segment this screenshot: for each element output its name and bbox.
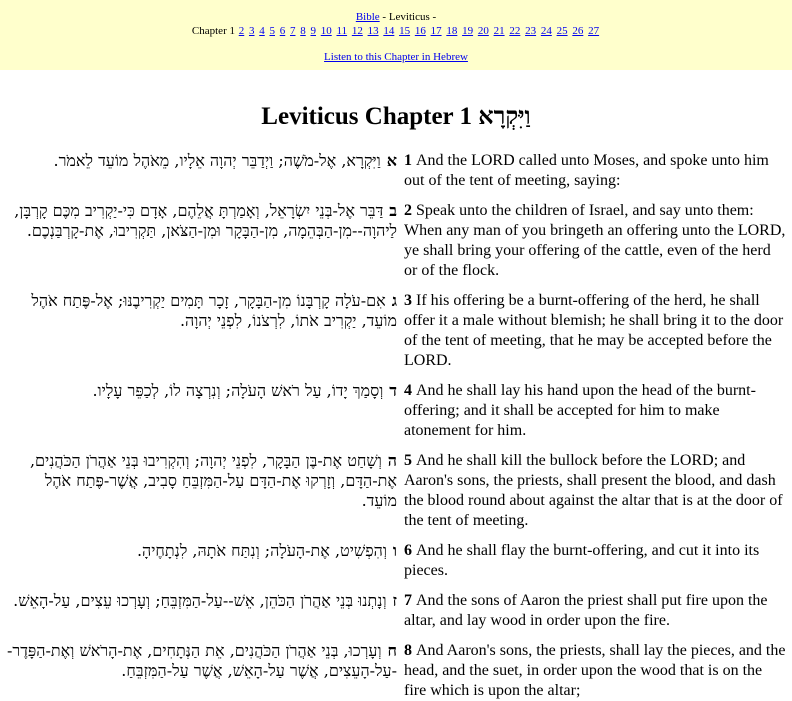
english-verse-text: Speak unto the children of Israel, and say unto them: When any man of you bringeth an offering unto the LORD, ye shall bring your offering of the cattle, even of the herd or of the flock. (404, 202, 786, 279)
chapter-link-19[interactable]: 19 (462, 25, 474, 37)
english-verse-number: 4 (404, 382, 412, 399)
chapter-link-6[interactable]: 6 (279, 25, 286, 37)
english-verse (399, 451, 786, 531)
chapter-list (0, 24, 792, 38)
hebrew-verse (6, 201, 399, 281)
english-verse (399, 151, 786, 191)
top-navigation (0, 0, 792, 70)
hebrew-verse-number: ד (389, 381, 397, 400)
hebrew-verse-text: אִם-עֹלָה קָרְבָּנוֹ מִן-הַבָּקָר, זָכָר תָּמִים יַקְרִיבֶנּוּ; אֶל-פֶּתַח אֹהֶל מוֹעֵד, יַקְרִיב אֹתוֹ, לִרְצֹנוֹ, לִפְנֵי יְהוָה. (31, 291, 397, 330)
chapter-link-8[interactable]: 8 (300, 25, 306, 37)
current-chapter-label: Chapter 1 (191, 25, 235, 37)
hebrew-verse-text: וְהִפְשִׁיט, אֶת-הָעֹלָה; וְנִתַּח אֹתָהּ, לִנְתָחֶיהָ. (136, 541, 387, 560)
breadcrumb (0, 10, 792, 24)
verse-row (6, 151, 786, 191)
chapter-link-3[interactable]: 3 (248, 25, 255, 37)
english-verse (399, 291, 786, 371)
hebrew-verse-text: וַיִּקְרָא, אֶל-מֹשֶׁה; וַיְדַבֵּר יְהוָה אֵלָיו, מֵאֹהֶל מוֹעֵד לֵאמֹר. (53, 151, 381, 170)
english-verse-number: 3 (404, 292, 412, 309)
hebrew-verse (6, 451, 399, 531)
english-verse-number: 1 (404, 152, 412, 169)
bible-link[interactable]: Bible (355, 11, 380, 23)
verse-row (6, 641, 786, 701)
english-verse (399, 641, 786, 701)
title-english: Leviticus Chapter 1 (261, 103, 472, 130)
hebrew-verse-text: דַּבֵּר אֶל-בְּנֵי יִשְׂרָאֵל, וְאָמַרְתָּ אֲלֵהֶם, אָדָם כִּי-יַקְרִיב מִכֶּם קָרְבָּן, לַיהוָה--מִן-הַבְּהֵמָה, מִן-הַבָּקָר וּמִן-הַצֹּאן, תַּקְרִיבוּ, אֶת-קָרְבַּנְכֶם. (14, 201, 397, 240)
english-verse-text: And he shall kill the bullock before the LORD; and Aaron's sons, the priests, shall present the blood, and dash the blood round about against the altar that is at the door of the tent of meeting. (404, 452, 783, 529)
chapter-link-18[interactable]: 18 (446, 25, 458, 37)
hebrew-verse-number: ג (391, 291, 397, 310)
chapter-link-21[interactable]: 21 (493, 25, 505, 37)
hebrew-verse-number: ח (387, 641, 397, 660)
chapter-link-20[interactable]: 20 (477, 25, 489, 37)
chapter-link-16[interactable]: 16 (414, 25, 426, 37)
hebrew-verse-text: וְשָׁחַט אֶת-בֶּן הַבָּקָר, לִפְנֵי יְהוָה; וְהִקְרִיבוּ בְּנֵי אַהֲרֹן הַכֹּהֲנִים, אֶת-הַדָּם, וְזָרְקוּ אֶת-הַדָּם עַל-הַמִּזְבֵּחַ סָבִיב, אֲשֶׁר-פֶּתַח אֹהֶל מוֹעֵד. (29, 451, 397, 510)
english-verse-text: If his offering be a burnt-offering of the herd, he shall offer it a male without blemish; he shall bring it to the door of the tent of meeting, that he may be accepted before the LORD. (404, 292, 784, 369)
chapter-link-17[interactable]: 17 (430, 25, 442, 37)
english-verse-text: And he shall flay the burnt-offering, and cut it into its pieces. (404, 542, 760, 579)
chapter-link-14[interactable]: 14 (383, 25, 395, 37)
hebrew-verse (6, 151, 399, 191)
english-verse-number: 2 (404, 202, 412, 219)
verse-row (6, 381, 786, 441)
hebrew-verse (6, 541, 399, 581)
english-verse (399, 381, 786, 441)
verse-separator (6, 441, 786, 451)
verse-separator (6, 631, 786, 641)
chapter-link-11[interactable]: 11 (336, 25, 348, 37)
verses-table (6, 151, 786, 701)
hebrew-verse-number: ז (392, 591, 397, 610)
english-verse-number: 6 (404, 542, 412, 559)
english-verse-text: And he shall lay his hand upon the head of the burnt-offering; and it shall be accepted for him to make atonement for him. (404, 382, 756, 439)
english-verse-text: And the LORD called unto Moses, and spoke unto him out of the tent of meeting, saying: (404, 152, 769, 189)
english-verse-text: And Aaron's sons, the priests, shall lay the pieces, and the head, and the suet, in order upon the wood that is on the fire which is upon the altar; (404, 642, 786, 699)
verse-row (6, 541, 786, 581)
chapter-link-2[interactable]: 2 (238, 25, 245, 37)
chapter-link-4[interactable]: 4 (259, 25, 265, 37)
verse-separator (6, 531, 786, 541)
hebrew-verse (6, 591, 399, 631)
chapter-link-23[interactable]: 23 (525, 25, 537, 37)
english-verse-number: 5 (404, 452, 412, 469)
chapter-link-26[interactable]: 26 (572, 25, 584, 37)
english-verse-number: 7 (404, 592, 412, 609)
verse-separator (6, 191, 786, 201)
verse-row (6, 451, 786, 531)
english-verse-number: 8 (404, 642, 412, 659)
english-verse (399, 541, 786, 581)
chapter-link-10[interactable]: 10 (320, 25, 332, 37)
chapter-link-22[interactable]: 22 (509, 25, 521, 37)
hebrew-verse-number: ה (387, 451, 397, 470)
english-verse (399, 591, 786, 631)
hebrew-verse (6, 641, 399, 701)
verse-row (6, 201, 786, 281)
english-verse-text: And the sons of Aaron the priest shall put fire upon the altar, and lay wood in order upon the fire. (404, 592, 768, 629)
title-hebrew: וַיִּקְרָא (478, 101, 531, 130)
chapter-link-13[interactable]: 13 (367, 25, 379, 37)
hebrew-verse-text: וְנָתְנוּ בְּנֵי אַהֲרֹן הַכֹּהֵן, אֵשׁ--עַל-הַמִּזְבֵּחַ; וְעָרְכוּ עֵצִים, עַל-הָאֵשׁ. (13, 591, 387, 610)
chapter-link-24[interactable]: 24 (540, 25, 552, 37)
verse-separator (6, 281, 786, 291)
hebrew-verse-text: וְסָמַךְ יָדוֹ, עַל רֹאשׁ הָעֹלָה; וְנִרְצָה לוֹ, לְכַפֵּר עָלָיו. (92, 381, 384, 400)
verse-separator (6, 371, 786, 381)
english-verse (399, 201, 786, 281)
chapter-link-12[interactable]: 12 (351, 25, 363, 37)
hebrew-verse (6, 291, 399, 371)
hebrew-verse-number: א (386, 151, 397, 170)
verse-row (6, 591, 786, 631)
hebrew-verse-text: וְעָרְכוּ, בְּנֵי אַהֲרֹן הַכֹּהֲנִים, אֵת הַנְּתָחִים, אֶת-הָרֹאשׁ וְאֶת-הַפָּדֶר--עַל-הָעֵצִים, אֲשֶׁר עַל-הָאֵשׁ, אֲשֶׁר עַל-הַמִּזְבֵּחַ. (6, 641, 397, 680)
chapter-link-7[interactable]: 7 (289, 25, 296, 37)
hebrew-verse (6, 381, 399, 441)
chapter-link-27[interactable]: 27 (588, 25, 600, 37)
hebrew-verse-number: ו (392, 541, 397, 560)
verse-row (6, 291, 786, 371)
chapter-link-9[interactable]: 9 (310, 25, 316, 37)
listen-hebrew-link[interactable]: Listen to this Chapter in Hebrew (324, 51, 468, 63)
hebrew-verse-number: ב (389, 201, 397, 220)
verse-separator (6, 581, 786, 591)
page-title (0, 100, 792, 133)
chapter-link-15[interactable]: 15 (399, 25, 411, 37)
chapter-link-5[interactable]: 5 (269, 25, 275, 37)
chapter-link-25[interactable]: 25 (556, 25, 568, 37)
book-label: - Leviticus - (379, 11, 437, 23)
